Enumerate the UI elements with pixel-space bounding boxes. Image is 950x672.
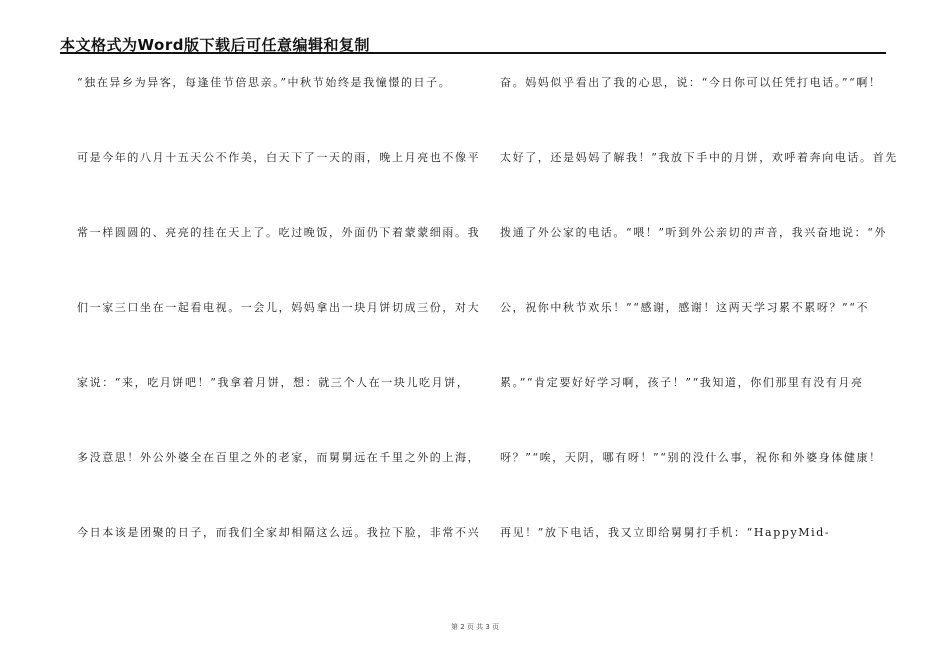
body-text-line: 今日本该是团聚的日子，而我们全家却相隔这么远。我拉下脸，非常不兴 <box>77 526 481 539</box>
body-text-line: 拨通了外公家的电话。“喂！”听到外公亲切的声音，我兴奋地说：“外 <box>500 226 888 239</box>
body-text-line: 呀？”“唉，天阴，哪有呀！”“别的没什么事，祝你和外婆身体健康！ <box>500 451 882 464</box>
document-header-title: 本文格式为Word版下载后可任意编辑和复制 <box>60 36 370 54</box>
page-number-footer: 第 2 页 共 3 页 <box>450 623 500 631</box>
body-text-line: 再见！”放下电话，我又立即给舅舅打手机：“HappyMid- <box>500 526 831 539</box>
body-text-line: “独在异乡为异客，每逢佳节倍思亲。”中秋节始终是我憧憬的日子。 <box>77 76 452 89</box>
body-text-line: 家说：“来，吃月饼吧！”我拿着月饼，想：就三个人在一块儿吃月饼， <box>77 376 470 389</box>
body-text-line: 可是今年的八月十五天公不作美，白天下了一天的雨，晚上月亮也不像平 <box>77 151 481 164</box>
body-text-line: 累。”“肯定要好好学习啊，孩子！”“我知道，你们那里有没有月亮 <box>500 376 864 389</box>
body-text-line: 多没意思！外公外婆全在百里之外的老家，而舅舅远在千里之外的上海， <box>77 451 481 464</box>
body-text-line: 们一家三口坐在一起看电视。一会儿，妈妈拿出一块月饼切成三份，对大 <box>77 301 481 314</box>
body-text-line: 太好了，还是妈妈了解我！”我放下手中的月饼，欢呼着奔向电话。首先 <box>500 151 898 164</box>
body-text-line: 奋。妈妈似乎看出了我的心思，说：“今日你可以任凭打电话。”“啊！ <box>500 76 882 89</box>
body-text-line: 常一样圆圆的、亮亮的挂在天上了。吃过晚饭，外面仍下着蒙蒙细雨。我 <box>77 226 481 239</box>
body-text-line: 公，祝你中秋节欢乐！”“感谢，感谢！这两天学习累不累呀？”“不 <box>500 301 870 314</box>
header-divider <box>60 52 886 54</box>
